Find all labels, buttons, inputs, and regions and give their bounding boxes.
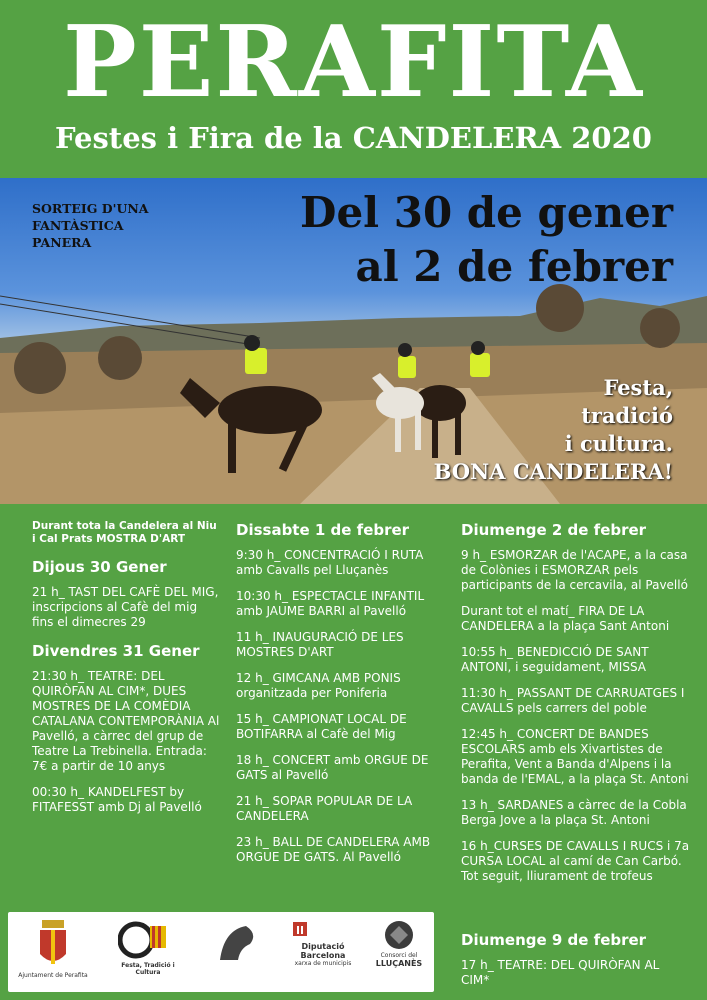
- raffle-notice: [32, 200, 148, 251]
- event-item: 13 h_ SARDANES a càrrec de la Cobla Berga Jove a la plaça St. Antoni: [461, 798, 687, 827]
- fundacio-logo: [108, 920, 188, 976]
- day-heading-sunday: Diumenge 2 de febrer: [461, 521, 647, 539]
- page-subtitle: Festes i Fira de la CANDELERA 2020: [55, 121, 652, 155]
- event-dates: [300, 186, 673, 294]
- raffle-line: PANERA: [32, 235, 92, 250]
- event-item: 18 h_ CONCERT amb ORGUE DE GATS al Pavelló: [236, 753, 429, 782]
- slogan-line: i cultura.: [564, 431, 673, 456]
- event-item: 10:30 h_ ESPECTACLE INFANTIL amb JAUME BARRI al Pavelló: [236, 589, 425, 618]
- leaf-icon: [384, 920, 414, 950]
- event-item: 23 h_ BALL DE CANDELERA AMB ORGUE DE GATS. Al Pavelló: [236, 835, 431, 864]
- event-item: Durant tot el matí_ FIRA DE LA CANDELERA a la plaça Sant Antoni: [461, 604, 670, 633]
- consorci-label-2: LLUÇANÈS: [375, 959, 423, 968]
- slogan-line: BONA CANDELERA!: [433, 459, 673, 484]
- consorci-logo: [368, 920, 430, 968]
- slogan-line: Festa,: [603, 375, 673, 400]
- coat-of-arms-icon: [36, 920, 70, 970]
- diputacio-logo: [288, 920, 358, 967]
- ajuntament-logo: [18, 920, 88, 979]
- event-item: 12 h_ GIMCANA AMB PONIS organitzada per Poniferia: [236, 671, 401, 700]
- diputacio-label: Diputació Barcelona: [300, 942, 346, 960]
- event-item: 15 h_ CAMPIONAT LOCAL DE BOTIFARRA al Cafè del Mig: [236, 712, 407, 741]
- raffle-line: FANTÀSTICA: [32, 218, 124, 233]
- day-heading-sunday-9: Diumenge 9 de febrer: [461, 931, 647, 949]
- event-item: 21 h_ TAST DEL CAFÈ DEL MIG, inscripcions al Cafè del mig fins el dimecres 29: [32, 585, 219, 629]
- event-item: 21 h_ SOPAR POPULAR DE LA CANDELERA: [236, 794, 413, 823]
- slogan: [434, 374, 673, 486]
- fundacio-icon: [118, 920, 178, 960]
- program-column-1: [32, 520, 222, 826]
- event-item: 17 h_ TEATRE: DEL QUIRÒFAN AL CIM*: [461, 958, 660, 987]
- consorci-label: Consorci del: [380, 952, 418, 959]
- hero-photo: [0, 178, 707, 504]
- slogan-line: tradició: [581, 403, 673, 428]
- program-column-2: [236, 520, 446, 876]
- diputacio-icon: [293, 920, 353, 940]
- dates-line: Del 30 de gener: [300, 188, 673, 237]
- day-heading-saturday: Dissabte 1 de febrer: [236, 521, 410, 539]
- program-column-3: [461, 520, 691, 895]
- raffle-line: SORTEIG D'UNA: [32, 201, 149, 216]
- program-column-3-extra: [461, 930, 691, 999]
- diputacio-sub: xarxa de municipis: [294, 960, 352, 967]
- event-item: 10:55 h_ BENEDICCIÓ DE SANT ANTONI, i seguidament, MISSA: [461, 645, 649, 674]
- horse-head-icon: [210, 920, 266, 966]
- fundacio-label: Festa, Tradició i Cultura: [121, 962, 175, 976]
- event-item: 00:30 h_ KANDELFEST by FITAFESST amb Dj al Pavelló: [32, 785, 202, 814]
- event-item: 11:30 h_ PASSANT DE CARRUATGES I CAVALLS pels carrers del poble: [461, 686, 685, 715]
- art-exhibition-note: Durant tota la Candelera al Niu i Cal Prats MOSTRA D'ART: [32, 520, 217, 545]
- event-item: 9:30 h_ CONCENTRACIÓ I RUTA amb Cavalls pel Lluçanès: [236, 548, 424, 577]
- event-item: 12:45 h_ CONCERT DE BANDES ESCOLARS amb els Xivartistes de Perafita, Vent a Banda d'Alpens i la banda de l'EMAL, a la plaça St. Antoni: [461, 727, 689, 786]
- ajuntament-label: Ajuntament de Perafita: [18, 972, 88, 979]
- day-heading-friday: Divendres 31 Gener: [32, 642, 200, 660]
- event-item: 16 h_CURSES DE CAVALLS I RUCS i 7a CURSA LOCAL al camí de Can Carbó. Tot seguit, lliurament de trofeus: [461, 839, 690, 883]
- event-item: 11 h_ INAUGURACIÓ DE LES MOSTRES D'ART: [236, 630, 404, 659]
- day-heading-thursday: Dijous 30 Gener: [32, 558, 167, 576]
- federation-logo: [203, 920, 273, 968]
- page-title: PERAFITA: [63, 5, 644, 120]
- dates-line: al 2 de febrer: [355, 242, 673, 291]
- event-item: 9 h_ ESMORZAR de l'ACAPE, a la casa de Colònies i ESMORZAR pels participants de la cercavila, al Pavelló: [461, 548, 688, 592]
- event-item: 21:30 h_ TEATRE: DEL QUIRÒFAN AL CIM*, DUES MOSTRES DE LA COMÈDIA CATALANA CONTEMPORÀNIA Al Pavelló, a càrrec del grup de Teatre La Trebinella. Entrada: 7€ a partir de 10 anys: [32, 669, 220, 773]
- sponsor-bar: [8, 912, 434, 992]
